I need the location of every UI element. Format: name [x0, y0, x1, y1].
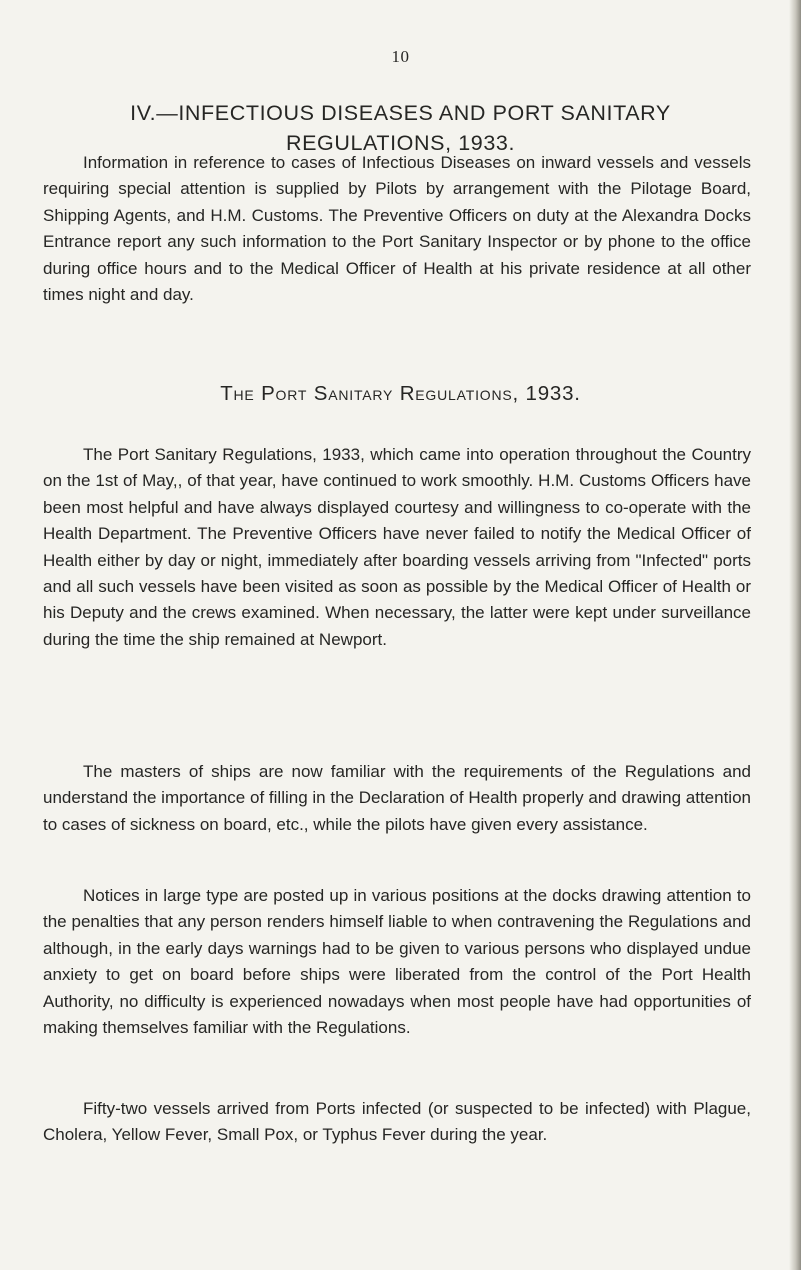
regulations-paragraph: The Port Sanitary Regulations, 1933, which came into operation throughout the Country on the 1st of May,, of that year, have continued to work smoothly. H.M. Customs Officers have been most helpful and have always displayed courtesy and willingness to co-operate with the Health Department. The Preventive Officers have never failed to notify the Medical Officer of Health either by day or night, immediately after boarding vessels arriving from "Infected" ports and all such vessels have been visited as soon as possible by the Medical Officer of Health or his Deputy and the crews examined. When necessary, the latter were kept under surveillance during the time the ship remained at Newport.	[43, 445, 751, 649]
section-heading-line-1: IV.—INFECTIOUS DISEASES AND PORT SANITARY	[130, 101, 671, 125]
subsection-heading: The Port Sanitary Regulations, 1933.	[220, 382, 581, 405]
page-number: 10	[391, 47, 410, 66]
section-heading	[0, 98, 801, 158]
intro-paragraph: Information in reference to cases of Infectious Diseases on inward vessels and vessels requiring special attention is supplied by Pilots by arrangement with the Pilotage Board, Shipping Agents, and H.M. Customs. The Preventive Officers on duty at the Alexandra Docks Entrance report any such information to the Port Sanitary Inspector or by phone to the office during office hours and to the Medical Officer of Health at his private residence at all other times night and day.	[43, 153, 751, 305]
section-heading-line-2: REGULATIONS, 1933.	[285, 131, 516, 155]
notices-paragraph: Notices in large type are posted up in various positions at the docks drawing attention to the penalties that any person renders himself liable to when contravening the Regulations and although, in the early days warnings had to be given to various persons who displayed undue anxiety to get on board before ships were liberated from the control of the Port Health Authority, no difficulty is experienced nowadays when most people have had opportunities of making themselves familiar with the Regulations.	[43, 886, 751, 1038]
page-edge-shadow	[789, 0, 801, 1270]
vessels-paragraph: Fifty-two vessels arrived from Ports infected (or suspected to be infected) with Plague, Cholera, Yellow Fever, Small Pox, or Typhus Fever during the year.	[43, 1099, 751, 1145]
masters-paragraph: The masters of ships are now familiar with the requirements of the Regulations and understand the importance of filling in the Declaration of Health properly and drawing attention to cases of sickness on board, etc., while the pilots have given every assistance.	[43, 762, 751, 834]
